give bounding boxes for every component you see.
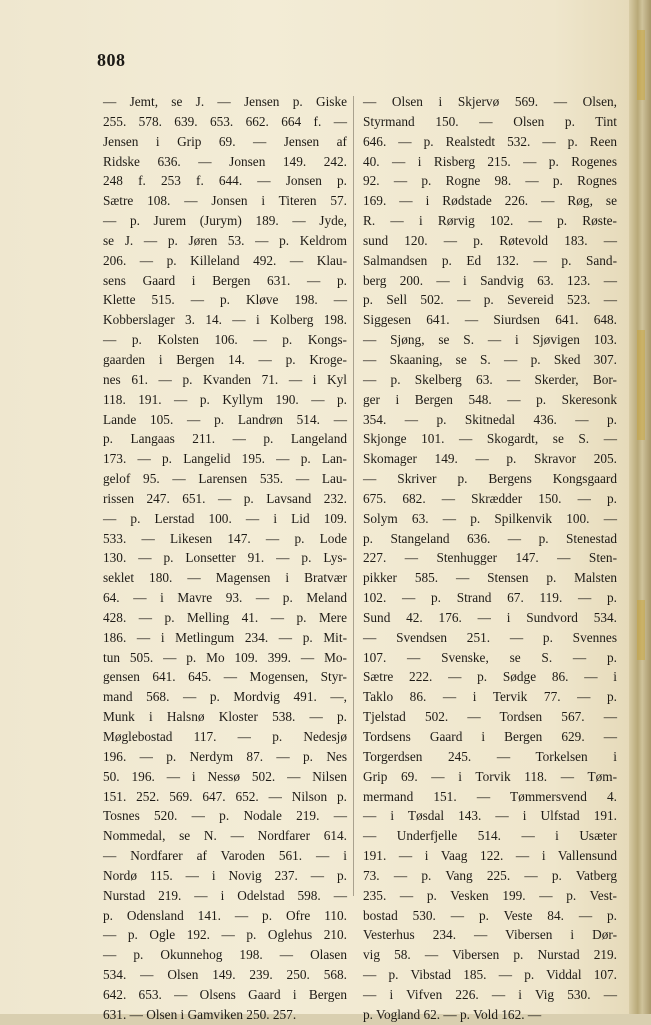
index-line: bostad 530. — p. Veste 84. — p. xyxy=(363,907,617,923)
index-line: Nurstad 219. — i Odelstad 598. — xyxy=(103,887,347,903)
index-line: — p. Lerstad 100. — i Lid 109. xyxy=(103,510,347,526)
index-line: Solym 63. — p. Spilkenvik 100. — xyxy=(363,510,617,526)
index-line: 40. — i Risberg 215. — p. Rogenes xyxy=(363,153,617,169)
index-line: gelof 95. — Larensen 535. — Lau- xyxy=(103,471,347,487)
index-line: Siggesen 641. — Siurdsen 641. 648. xyxy=(363,312,617,328)
index-line: 227. — Stenhugger 147. — Sten- xyxy=(363,550,617,566)
index-line: — Jemt, se J. — Jensen p. Giske xyxy=(103,94,347,109)
index-line: p. Langaas 211. — p. Langeland xyxy=(103,431,347,447)
index-line: Sund 42. 176. — i Sundvord 534. xyxy=(363,609,617,625)
index-line: se J. — p. Jøren 53. — p. Keldrom xyxy=(103,232,347,248)
index-line: 173. — p. Langelid 195. — p. Lan- xyxy=(103,451,347,467)
index-line: Taklo 86. — i Tervik 77. — p. xyxy=(363,689,617,705)
index-line: Møglebostad 117. — p. Nedesjø xyxy=(103,729,347,744)
index-line: — p. Kolsten 106. — p. Kongs- xyxy=(103,332,347,348)
index-line: p. Sell 502. — p. Severeid 523. — xyxy=(363,292,617,308)
index-line: mermand 151. — Tømmersvend 4. xyxy=(363,788,617,804)
index-line: 248 f. 253 f. 644. — Jonsen p. xyxy=(103,173,347,189)
index-line: Styrmand 150. — Olsen p. Tint xyxy=(363,113,617,129)
index-line: Jensen i Grip 69. — Jensen af xyxy=(103,133,347,149)
index-line: 151. 252. 569. 647. 652. — Nilson p. xyxy=(103,788,347,804)
index-line: Sætre 108. — Jonsen i Titeren 57. xyxy=(103,193,347,209)
index-line: 354. — p. Skitnedal 436. — p. xyxy=(363,411,617,427)
index-line: R. — i Rørvig 102. — p. Røste- xyxy=(363,213,617,229)
index-line: 92. — p. Rogne 98. — p. Rognes xyxy=(363,173,617,189)
index-line: 118. 191. — p. Kyllym 190. — p. xyxy=(103,391,347,407)
page-binding-edge xyxy=(629,0,651,1014)
index-line: mand 568. — p. Mordvig 491. —, xyxy=(103,689,347,705)
index-line: rissen 247. 651. — p. Lavsand 232. xyxy=(103,490,347,506)
column-divider xyxy=(353,96,354,896)
index-line: Skomager 149. — p. Skravor 205. xyxy=(363,451,617,467)
index-line: p. Vogland 62. — p. Vold 162. — xyxy=(363,1006,542,1022)
index-line: — Skaaning, se S. — p. Sked 307. xyxy=(363,351,617,367)
index-column-left xyxy=(103,92,347,1025)
index-line: 186. — i Metlingum 234. — p. Mit- xyxy=(103,629,347,645)
index-line: Tjelstad 502. — Tordsen 567. — xyxy=(363,709,617,725)
index-line: gaarden i Bergen 14. — p. Kroge- xyxy=(103,351,347,367)
index-line: 196. — p. Nerdym 87. — p. Nes xyxy=(103,748,347,764)
index-line: 235. — p. Vesken 199. — p. Vest- xyxy=(363,887,617,903)
index-line: 255. 578. 639. 653. 662. 664 f. — xyxy=(103,113,347,129)
index-line: nes 61. — p. Kvanden 71. — i Kyl xyxy=(103,371,347,387)
edge-stain xyxy=(637,600,645,660)
index-line: sund 120. — p. Røtevold 183. — xyxy=(363,232,617,248)
index-line: pikker 585. — Stensen p. Malsten xyxy=(363,570,617,586)
index-line: berg 200. — i Sandvig 63. 123. — xyxy=(363,272,617,288)
index-line: Nordø 115. — i Novig 237. — p. xyxy=(103,867,347,883)
index-line: Skjonge 101. — Skogardt, se S. — xyxy=(363,431,617,447)
index-line: Sætre 222. — p. Sødge 86. — i xyxy=(363,669,617,685)
index-line: — p. Okunnehog 198. — Olasen xyxy=(103,947,347,963)
index-line: — p. Jurem (Jurym) 189. — Jyde, xyxy=(103,213,347,229)
index-line: — Nordfarer af Varoden 561. — i xyxy=(103,848,347,864)
index-line: 533. — Likesen 147. — p. Lode xyxy=(103,530,347,546)
index-line: p. Stangeland 636. — p. Stenestad xyxy=(363,530,617,546)
index-line: Grip 69. — i Torvik 118. — Tøm- xyxy=(363,768,617,784)
index-line: — p. Ogle 192. — p. Oglehus 210. xyxy=(103,927,347,943)
index-line: — i Vifven 226. — i Vig 530. — xyxy=(363,986,617,1002)
index-line: — Sjøng, se S. — i Sjøvigen 103. xyxy=(363,332,617,348)
index-line: sens Gaard i Bergen 631. — p. xyxy=(103,272,347,288)
index-line: gensen 641. 645. — Mogensen, Styr- xyxy=(103,669,347,685)
index-line: 50. 196. — i Nessø 502. — Nilsen xyxy=(103,768,347,784)
index-line: Klette 515. — p. Kløve 198. — xyxy=(103,292,347,308)
index-line: 428. — p. Melling 41. — p. Mere xyxy=(103,609,347,625)
index-line: Kobberslager 3. 14. — i Kolberg 198. xyxy=(103,312,347,328)
index-line: 206. — p. Killeland 492. — Klau- xyxy=(103,252,347,268)
index-line: tun 505. — p. Mo 109. 399. — Mo- xyxy=(103,649,347,665)
index-line: — Underfjelle 514. — i Usæter xyxy=(363,828,617,844)
index-line: Tosnes 520. — p. Nodale 219. — xyxy=(103,808,347,824)
index-line: 73. — p. Vang 225. — p. Vatberg xyxy=(363,867,617,883)
index-column-right xyxy=(363,92,617,1025)
edge-stain xyxy=(637,30,645,100)
index-line: — Olsen i Skjervø 569. — Olsen, xyxy=(363,94,617,109)
index-line: Lande 105. — p. Landrøn 514. — xyxy=(103,411,347,427)
index-line: 631. — Olsen i Gamviken 250. 257. xyxy=(103,1006,297,1022)
edge-stain xyxy=(637,330,645,440)
index-line: — Skriver p. Bergens Kongsgaard xyxy=(363,471,617,487)
index-line: Vesterhus 234. — Vibersen i Dør- xyxy=(363,927,617,943)
index-line: vig 58. — Vibersen p. Nurstad 219. xyxy=(363,947,617,963)
index-line: — p. Vibstad 185. — p. Viddal 107. xyxy=(363,967,617,983)
index-line: Ridske 636. — Jonsen 149. 242. xyxy=(103,153,347,169)
index-line: 102. — p. Strand 67. 119. — p. xyxy=(363,590,617,606)
index-line: p. Odensland 141. — p. Ofre 110. xyxy=(103,907,347,923)
index-line: 130. — p. Lonsetter 91. — p. Lys- xyxy=(103,550,347,566)
index-line: — Svendsen 251. — p. Svennes xyxy=(363,629,617,645)
index-line: — p. Skelberg 63. — Skerder, Bor- xyxy=(363,371,617,387)
index-line: 675. 682. — Skrædder 150. — p. xyxy=(363,490,617,506)
index-line: Nommedal, se N. — Nordfarer 614. xyxy=(103,828,347,844)
index-line: 646. — p. Realstedt 532. — p. Reen xyxy=(363,133,617,149)
index-line: 642. 653. — Olsens Gaard i Bergen xyxy=(103,986,347,1002)
index-line: Munk i Halsnø Kloster 538. — p. xyxy=(103,709,347,725)
index-line: 169. — i Rødstade 226. — Røg, se xyxy=(363,193,617,209)
index-line: 534. — Olsen 149. 239. 250. 568. xyxy=(103,967,347,983)
index-line: seklet 180. — Magensen i Bratvær xyxy=(103,570,347,586)
page-number: 808 xyxy=(97,50,126,70)
index-line: Tordsens Gaard i Bergen 629. — xyxy=(363,729,617,744)
index-line: — i Tøsdal 143. — i Ulfstad 191. xyxy=(363,808,617,824)
index-line: 191. — i Vaag 122. — i Vallensund xyxy=(363,848,617,864)
index-line: ger i Bergen 548. — p. Skeresonk xyxy=(363,391,617,407)
index-line: 107. — Svenske, se S. — p. xyxy=(363,649,617,665)
index-line: 64. — i Mavre 93. — p. Meland xyxy=(103,590,347,606)
index-line: Salmandsen p. Ed 132. — p. Sand- xyxy=(363,252,617,268)
index-line: Torgerdsen 245. — Torkelsen i xyxy=(363,748,617,764)
